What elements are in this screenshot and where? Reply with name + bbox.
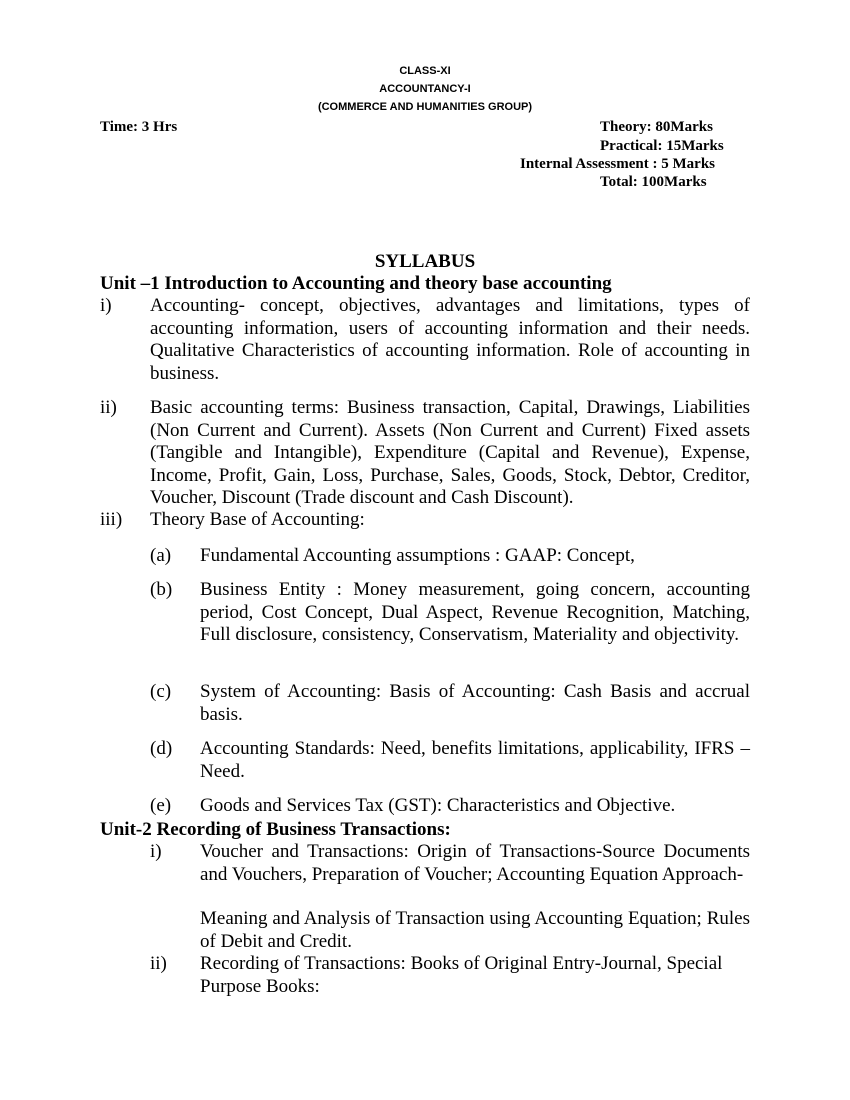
unit1-item-1-text: Accounting- concept, objectives, advantages and limitations, types of accounting information, users of accounting information and their needs. Qualitative Characteristics of accounting information. Role of accounting in business.	[150, 295, 750, 384]
unit2-item-2-num: ii)	[150, 953, 167, 974]
subitem-c-num: (c)	[150, 681, 172, 702]
unit1-item-3-text: Theory Base of Accounting:	[150, 509, 365, 530]
unit2-item-1-num: i)	[150, 841, 162, 862]
unit1-item-2-num: ii)	[100, 397, 117, 418]
subject-heading: ACCOUNTANCY-I	[379, 83, 471, 95]
subitem-d-text: Accounting Standards: Need, benefits limitations, applicability, IFRS – Need.	[200, 738, 750, 782]
subitem-e-text: Goods and Services Tax (GST): Characteristics and Objective.	[200, 795, 676, 816]
internal-assessment-marks: Internal Assessment : 5 Marks	[520, 156, 715, 172]
group-heading: (COMMERCE AND HUMANITIES GROUP)	[317, 101, 533, 113]
practical-marks: Practical: 15Marks	[600, 138, 724, 154]
unit2-title: Unit-2 Recording of Business Transactions:	[100, 819, 451, 840]
unit2-item-1-text-continued: Meaning and Analysis of Transaction using Accounting Equation; Rules of Debit and Credit.	[200, 908, 750, 952]
unit1-item-2-text: Basic accounting terms: Business transaction, Capital, Drawings, Liabilities (Non Current and Current). Assets (Non Current and Current) Fixed assets (Tangible and Intangible), Expenditure (Capital and Revenue), Expense, Income, Profit, Gain, Loss, Purchase, Sales, Goods, Stock, Debtor, Creditor, Voucher, Discount (Trade discount and Cash Discount).	[150, 397, 750, 508]
subitem-b-num: (b)	[150, 579, 173, 600]
total-marks: Total: 100Marks	[600, 174, 707, 190]
subitem-a-num: (a)	[150, 545, 172, 566]
unit1-title: Unit –1 Introduction to Accounting and theory base accounting	[100, 273, 612, 294]
unit2-item-2-text: Recording of Transactions: Books of Original Entry-Journal, Special Purpose Books:	[200, 953, 723, 997]
syllabus-title: SYLLABUS	[374, 251, 476, 272]
theory-marks: Theory: 80Marks	[600, 119, 713, 135]
subitem-a-text: Fundamental Accounting assumptions : GAAP: Concept,	[200, 545, 635, 566]
unit1-item-1-num: i)	[100, 295, 112, 316]
time-label: Time: 3 Hrs	[100, 119, 178, 135]
class-heading: CLASS-XI	[399, 65, 451, 77]
subitem-c-text: System of Accounting: Basis of Accounting: Cash Basis and accrual basis.	[200, 681, 750, 725]
unit2-item-1-text: Voucher and Transactions: Origin of Transactions-Source Documents and Vouchers, Preparation of Voucher; Accounting Equation Approach-	[200, 841, 750, 885]
unit1-item-3-num: iii)	[100, 509, 123, 530]
subitem-e-num: (e)	[150, 795, 172, 816]
subitem-b-text: Business Entity : Money measurement, going concern, accounting period, Cost Concept, Dual Aspect, Revenue Recognition, Matching, Full disclosure, consistency, Conservatism, Materiality and objectivity.	[200, 579, 750, 645]
subitem-d-num: (d)	[150, 738, 173, 759]
